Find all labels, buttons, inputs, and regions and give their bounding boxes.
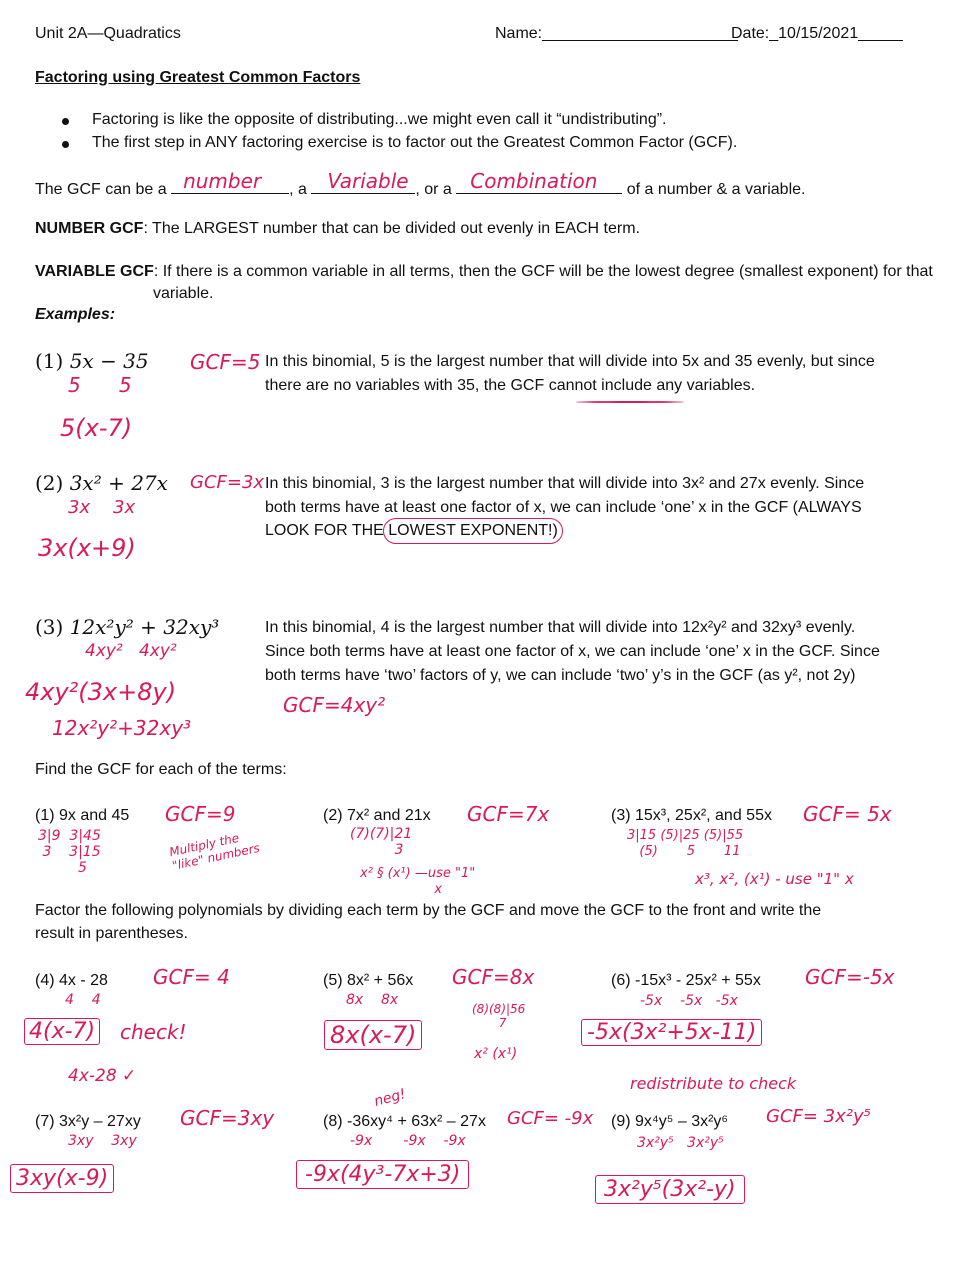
- problem-5: (5) 8x² + 56x: [323, 972, 414, 989]
- gcf-sentence: The GCF can be a number , a Variable , or a Combination of a number & a variable.: [35, 169, 806, 198]
- unit-title: Unit 2A—Quadratics: [35, 25, 181, 42]
- find-gcf-item-1-note: Multiply the "like" numbers: [168, 830, 261, 873]
- problem-9-gcf: GCF= 3x²y⁵: [766, 1106, 871, 1127]
- problem-4-answer: 4(x-7): [24, 1018, 100, 1045]
- problem-4: (4) 4x - 28: [35, 972, 108, 989]
- blank-variable: Variable: [311, 177, 415, 194]
- problem-6: (6) -15x³ - 25x² + 55x: [611, 972, 761, 989]
- find-gcf-item-2-note: x² § (x¹) —use "1" x: [360, 866, 476, 897]
- problem-7-divisors: 3xy 3xy: [68, 1133, 137, 1149]
- problem-8-gcf: GCF= -9x: [507, 1108, 594, 1129]
- problem-4-gcf: GCF= 4: [153, 965, 230, 989]
- find-gcf-item-1-answer: GCF=9: [165, 802, 236, 826]
- find-gcf-item-3-note: x³, x², (x¹) - use "1" x: [695, 870, 854, 888]
- problem-7: (7) 3x²y – 27xy: [35, 1113, 141, 1130]
- bullet-item: The first step in ANY factoring exercise is to factor out the Greatest Common Factor (GCF).: [92, 134, 737, 157]
- bullet-item: Factoring is like the opposite of distributing...we might even call it “undistributing”.: [92, 111, 737, 134]
- underline-mark: [576, 401, 684, 403]
- blank-combination: Combination: [456, 177, 622, 194]
- problem-5-note: x² (x¹): [474, 1046, 518, 1062]
- problem-9: (9) 9x⁴y⁵ – 3x²y⁶: [611, 1113, 729, 1130]
- examples-label: Examples:: [35, 306, 116, 323]
- problem-5-divisors: 8x 8x: [346, 992, 399, 1008]
- find-gcf-item-2-work: (7)(7)|21 3: [350, 826, 413, 858]
- problem-7-gcf: GCF=3xy: [180, 1106, 275, 1130]
- example-2-expression: (2) 3x² + 27x: [35, 471, 168, 495]
- circle-mark: [383, 518, 563, 544]
- example-1-expression: (1) 5x − 35: [35, 349, 149, 373]
- problem-5-work: (8)(8)|56 7: [472, 1002, 526, 1030]
- problem-6-note: redistribute to check: [630, 1074, 797, 1093]
- problem-8-divisors: -9x -9x -9x: [350, 1133, 466, 1149]
- problem-9-divisors: 3x²y⁵ 3x²y⁵: [637, 1135, 724, 1151]
- variable-gcf-definition-cont: variable.: [153, 285, 214, 302]
- bullet-list: [92, 111, 737, 157]
- problem-8-note: neg!: [372, 1086, 408, 1110]
- find-gcf-heading: Find the GCF for each of the terms:: [35, 761, 287, 778]
- problem-4-verify: 4x-28 ✓: [68, 1066, 137, 1086]
- bullet-icon: [62, 118, 69, 125]
- example-1-divisors: 5 5: [68, 373, 132, 397]
- date-field: Date:_10/15/2021_____: [731, 25, 903, 42]
- example-2-desc-1: In this binomial, 3 is the largest number that will divide into 3x² and 27x evenly. Since: [265, 475, 865, 492]
- problem-4-divisors: 4 4: [65, 992, 101, 1008]
- example-1-desc-2: there are no variables with 35, the GCF cannot include any variables.: [265, 377, 756, 394]
- example-3-desc-3: both terms have ‘two’ factors of y, we can include ‘two’ y’s in the GCF (as y², not 2y): [265, 667, 856, 684]
- problem-5-answer: 8x(x-7): [324, 1020, 422, 1050]
- find-gcf-item-3-answer: GCF= 5x: [803, 802, 892, 826]
- problem-6-gcf: GCF=-5x: [805, 965, 895, 989]
- problem-9-answer: 3x²y⁵(3x²-y): [595, 1175, 745, 1204]
- number-gcf-definition: NUMBER GCF: The LARGEST number that can be divided out evenly in EACH term.: [35, 220, 640, 237]
- page-title: Factoring using Greatest Common Factors: [35, 69, 361, 86]
- find-gcf-item-1: (1) 9x and 45: [35, 807, 130, 824]
- variable-gcf-definition: VARIABLE GCF: If there is a common variable in all terms, then the GCF will be the lowest degree (smallest exponent) for that: [35, 263, 933, 280]
- example-3-desc-2: Since both terms have at least one factor of x, we can include ‘one’ x in the GCF. Since: [265, 643, 880, 660]
- find-gcf-item-3-work: 3|15 (5)|25 (5)|55 (5) 5 11: [627, 828, 744, 859]
- name-field: Name:______________________: [495, 25, 738, 42]
- example-2-desc-2: both terms have at least one factor of x, we can include ‘one’ x in the GCF (ALWAYS: [265, 499, 862, 516]
- example-3-desc-1: In this binomial, 4 is the largest number that will divide into 12x²y² and 32xy³ evenly.: [265, 619, 856, 636]
- find-gcf-item-1-work: 3|9 3|45 3 3|15 5: [38, 828, 101, 876]
- example-1-gcf: GCF=5: [190, 350, 261, 374]
- example-2-gcf: GCF=3x: [190, 472, 265, 493]
- blank-number: number: [171, 177, 289, 194]
- problem-5-gcf: GCF=8x: [452, 965, 535, 989]
- example-2-divisors: 3x 3x: [68, 497, 136, 518]
- example-2-answer: 3x(x+9): [38, 534, 136, 562]
- problem-8-answer: -9x(4y³-7x+3): [296, 1160, 469, 1189]
- find-gcf-item-3: (3) 15x³, 25x², and 55x: [611, 807, 772, 824]
- find-gcf-item-2-answer: GCF=7x: [467, 802, 550, 826]
- example-3-answer: 4xy²(3x+8y): [25, 678, 177, 706]
- problem-6-answer: -5x(3x²+5x-11): [581, 1019, 762, 1046]
- example-3-gcf: GCF=4xy²: [283, 693, 386, 717]
- factor-instructions-1: Factor the following polynomials by dividing each term by the GCF and move the GCF to the front and write the: [35, 902, 822, 919]
- find-gcf-item-2: (2) 7x² and 21x: [323, 807, 431, 824]
- example-1-desc-1: In this binomial, 5 is the largest number that will divide into 5x and 35 evenly, but since: [265, 353, 875, 370]
- example-3-expression: (3) 12x²y² + 32xy³: [35, 615, 220, 639]
- problem-4-check: check!: [120, 1020, 187, 1044]
- example-3-check: 12x²y²+32xy³: [52, 716, 192, 740]
- problem-6-divisors: -5x -5x -5x: [640, 993, 738, 1009]
- example-3-divisors: 4xy² 4xy²: [85, 641, 177, 661]
- problem-7-answer: 3xy(x-9): [10, 1164, 114, 1193]
- example-1-answer: 5(x-7): [60, 414, 133, 442]
- example-2-desc-3: LOOK FOR THE LOWEST EXPONENT!): [265, 522, 558, 539]
- problem-8: (8) -36xy⁴ + 63x² – 27x: [323, 1113, 486, 1130]
- bullet-icon: [62, 141, 69, 148]
- factor-instructions-2: result in parentheses.: [35, 925, 188, 942]
